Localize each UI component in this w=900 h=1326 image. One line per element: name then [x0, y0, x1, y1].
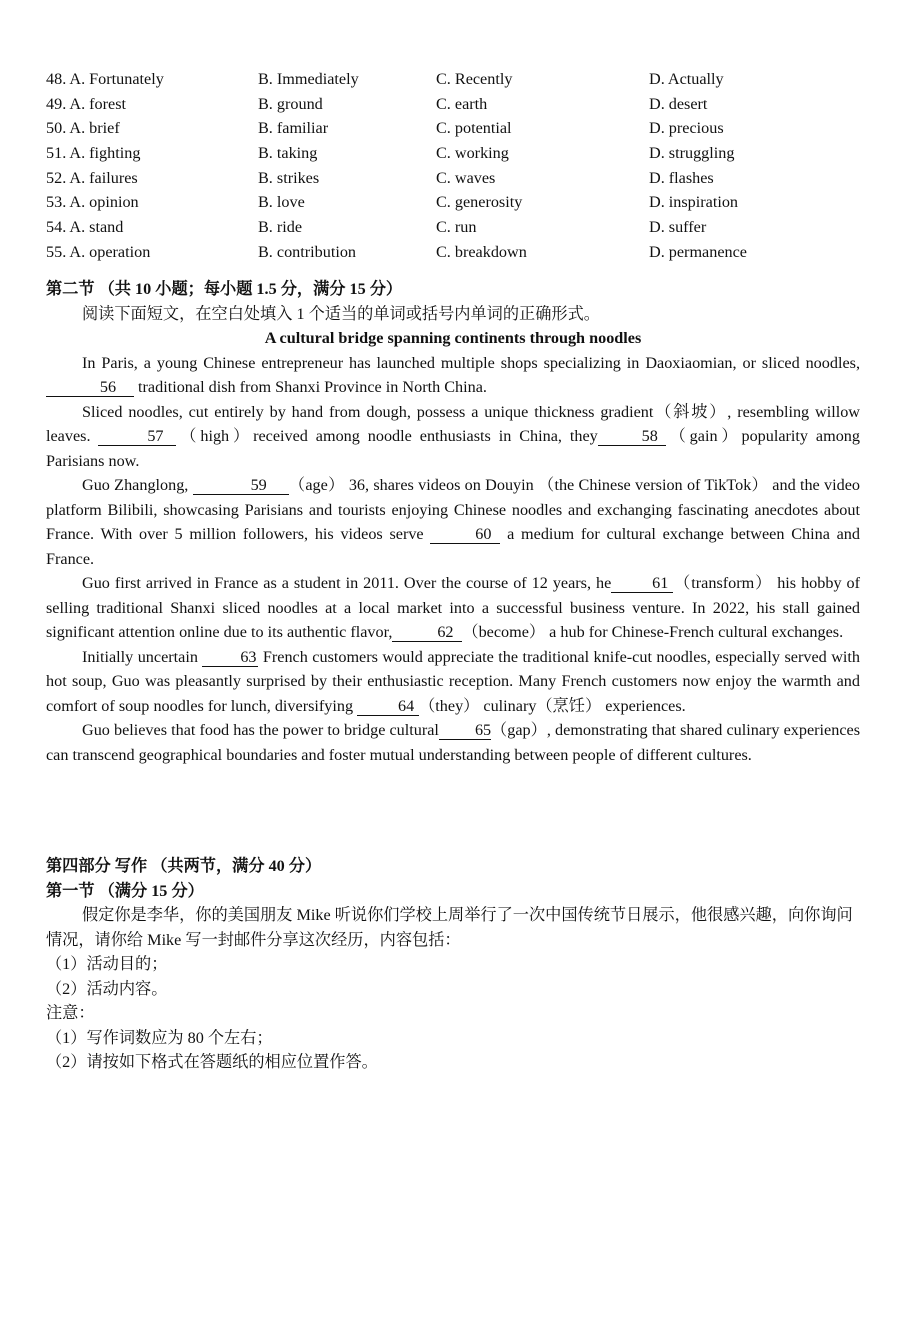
- blank-62: 62: [392, 623, 462, 642]
- mcq-row-51: 51. A. fighting B. taking C. working D. struggling: [46, 144, 735, 163]
- mcq-row-54: 54. A. stand B. ride C. run D. suffer: [46, 218, 707, 237]
- passage-title: A cultural bridge spanning continents through noodles: [264, 329, 642, 347]
- passage-paragraph-6: Guo believes that food has the power to bridge cultural 65（gap）, demonstrating that shared culinary experiences can transcend geographical boundaries and foster mutual understanding between people of different cultures.: [46, 721, 860, 764]
- blank-56: 56: [46, 378, 134, 397]
- prompt-item-1: （1）活动目的；: [46, 955, 168, 973]
- blank-63: 63: [202, 648, 258, 667]
- prompt-item-2: （2）活动内容。: [46, 979, 168, 998]
- mcq-row-48: 48. A. Fortunately B. Immediately C. Recently D. Actually: [46, 70, 724, 88]
- blank-58: 58: [598, 427, 666, 446]
- section2-heading: 第二节 （共 10 小题；每小题 1.5 分，满分 15 分）: [46, 280, 403, 298]
- section2-instruction: 阅读下面短文，在空白处填入 1 个适当的单词或括号内单词的正确形式。: [82, 304, 600, 323]
- note-label: 注意：: [46, 1004, 95, 1022]
- section2: [46, 277, 860, 767]
- part4-subheading: 第一节 （满分 15 分）: [46, 881, 204, 900]
- passage-paragraph-4: Guo first arrived in France as a student in 2011. Over the course of 12 years, he 61 （transform） his hobby of selling traditional Shanxi sliced noodles at a local market into a successful business venture. In 2022, his stall gained significant attention online due to its authentic flavor, 62 （become） a hub for Chinese-French cultural exchanges.: [46, 574, 860, 641]
- mcq-row-53: 53. A. opinion B. love C. generosity D. inspiration: [46, 193, 739, 212]
- note-item-2: （2）请按如下格式在答题纸的相应位置作答。: [46, 1053, 378, 1071]
- passage-paragraph-1: In Paris, a young Chinese entrepreneur has launched multiple shops specializing in Daoxiaomian, or sliced noodles, 56 traditional dish from Shanxi Province in North China.: [46, 351, 860, 400]
- passage-paragraph-5: Initially uncertain 63 French customers would appreciate the traditional knife-cut noodles, especially served with hot soup, Guo was pleasantly surprised by their enthusiastic reception. Many French customers now enjoy the warmth and comfort of soup noodles for lunch, diversifying 64 （they） culinary（烹饪） experiences.: [46, 647, 860, 715]
- mcq-row-52: 52. A. failures B. strikes C. waves D. flashes: [46, 168, 714, 187]
- mcq-row-50: 50. A. brief B. familiar C. potential D. precious: [46, 119, 724, 138]
- blank-65: 65: [439, 721, 491, 740]
- mcq-options: [46, 67, 866, 265]
- blank-59: 59: [193, 476, 289, 495]
- passage-paragraph-2: Sliced noodles, cut entirely by hand from dough, possess a unique thickness gradient（斜坡）, resembling willow leaves. 57 （high）received among noodle enthusiasts in China, they 58 （gain）popularity among Parisians now.: [46, 402, 860, 470]
- blank-61: 61: [611, 574, 673, 593]
- blank-64: 64: [357, 697, 419, 716]
- blank-57: 57: [98, 427, 176, 446]
- mcq-row-55: 55. A. operation B. contribution C. breakdown D. permanence: [46, 242, 747, 261]
- part4-writing: [46, 854, 860, 1075]
- writing-prompt: 假定你是李华，你的美国朋友 Mike 听说你们学校上周举行了一次中国传统节日展示，他很感兴趣，向你询问情况，请你给 Mike 写一封邮件分享这次经历，内容包括：: [46, 906, 853, 949]
- blank-60: 60: [430, 525, 500, 544]
- passage-paragraph-3: Guo Zhanglong, 59 （age） 36, shares videos on Douyin （the Chinese version of TikTok） and the video platform Bilibili, showcasing Parisians and tourists enjoying Chinese noodles and exchanging fascinating anecdotes about France. With over 5 million followers, his videos serve 60 a medium for cultural exchange between China and France.: [46, 476, 861, 568]
- part4-heading: 第四部分 写作 （共两节，满分 40 分）: [46, 857, 322, 875]
- note-item-1: （1）写作词数应为 80 个左右；: [46, 1028, 273, 1047]
- mcq-row-49: 49. A. forest B. ground C. earth D. desert: [46, 94, 708, 113]
